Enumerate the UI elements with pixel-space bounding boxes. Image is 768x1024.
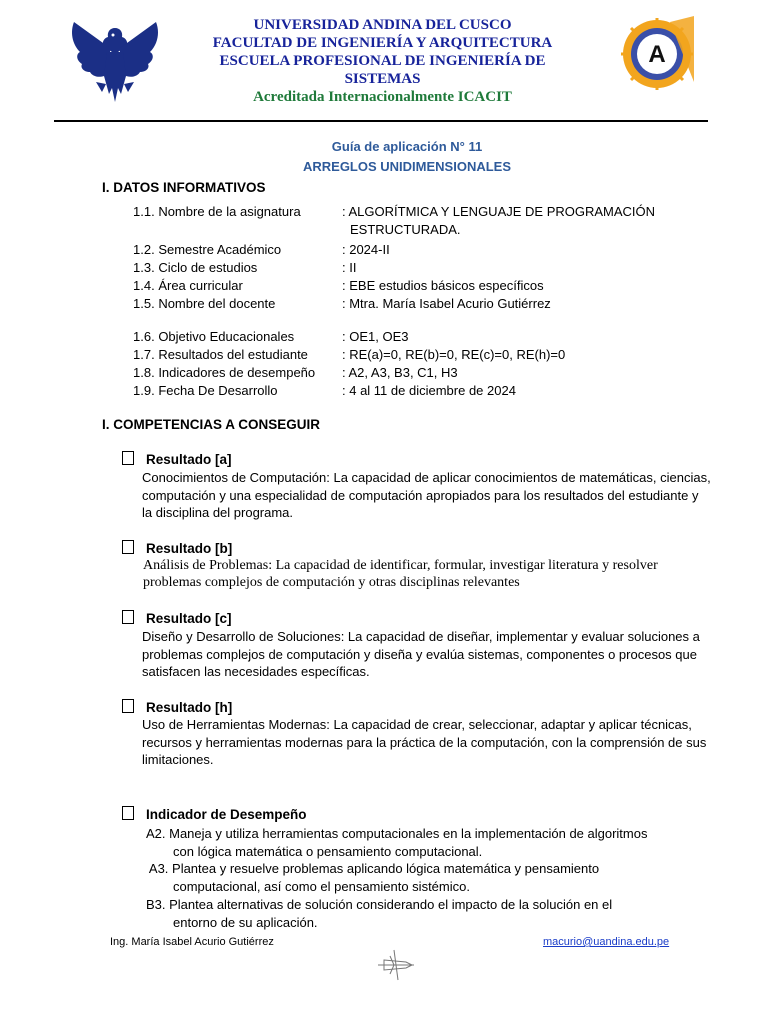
datos-value-8: : A2, A3, B3, C1, H3	[342, 365, 458, 380]
result-h-title: Resultado [h]	[122, 699, 232, 715]
indicador-title: Indicador de Desempeño	[122, 806, 307, 822]
datos-value-7: : RE(a)=0, RE(b)=0, RE(c)=0, RE(h)=0	[342, 347, 566, 362]
datos-value-4: : EBE estudios básicos específicos	[342, 278, 544, 293]
university-eagle-logo	[66, 18, 164, 104]
result-a-text: Conocimientos de Computación: La capacidad de aplicar conocimientos de matemáticas, ciencias, computación y una especialidad de computación apropiados para los resultados del estudiante y la disciplina del programa.	[142, 470, 711, 520]
datos-label-4: 1.4. Área curricular	[133, 278, 243, 293]
footer-author: Ing. María Isabel Acurio Gutiérrez	[110, 936, 274, 948]
datos-label-3: 1.3. Ciclo de estudios	[133, 260, 258, 275]
header-divider	[54, 120, 708, 122]
bullet-box-icon	[122, 451, 134, 465]
datos-label-6: 1.6. Objetivo Educacionales	[133, 329, 295, 344]
competencias-heading: I. COMPETENCIAS A CONSEGUIR	[102, 417, 321, 432]
datos-label-1: 1.1. Nombre de la asignatura	[133, 204, 301, 219]
result-b-text: Análisis de Problemas: La capacidad de identificar, formular, investigar literatura y resolver problemas complejos de computación y otras disciplinas relevantes	[143, 558, 658, 590]
datos-value-1-cont: ESTRUCTURADA.	[350, 222, 461, 237]
bullet-box-icon	[122, 540, 134, 554]
logo-letter: A	[648, 41, 666, 68]
datos-value-9: : 4 al 11 de diciembre de 2024	[342, 383, 516, 398]
bullet-box-icon	[122, 610, 134, 624]
result-h-text: Uso de Herramientas Modernas: La capacidad de crear, seleccionar, adaptar y aplicar técnicas, recursos y herramientas modernas para la práctica de la computación, con la comprensión de sus limitaciones.	[142, 717, 707, 767]
indicador-item-1: A2. Maneja y utiliza herramientas computacionales en la implementación de algoritmos con lógica matemática o pensamiento computacional.	[146, 826, 648, 859]
footer-emblem-icon	[376, 948, 416, 982]
result-c-title: Resultado [c]	[122, 610, 232, 626]
accreditation-line: Acreditada Internacionalmente ICACIT	[253, 89, 512, 105]
guide-subtitle: ARREGLOS UNIDIMENSIONALES	[302, 159, 511, 174]
datos-label-8: 1.8. Indicadores de desempeño	[133, 365, 316, 380]
datos-label-5: 1.5. Nombre del docente	[133, 296, 276, 311]
indicador-item-2: A3. Plantea y resuelve problemas aplicando lógica matemática y pensamiento computacional, así como el pensamiento sistémico.	[146, 861, 600, 894]
datos-value-6: : OE1, OE3	[342, 329, 409, 344]
datos-label-2: 1.2. Semestre Académico	[133, 242, 282, 257]
engineering-school-logo	[618, 16, 696, 92]
result-b-title: Resultado [b]	[122, 540, 232, 556]
indicador-item-3: B3. Plantea alternativas de solución considerando el impacto de la solución en el entorno de su aplicación.	[146, 897, 613, 930]
bullet-box-icon	[122, 806, 134, 820]
datos-heading: I. DATOS INFORMATIVOS	[102, 180, 266, 195]
datos-value-5: : Mtra. María Isabel Acurio Gutiérrez	[342, 296, 551, 311]
guide-title: Guía de aplicación N° 11	[331, 139, 483, 154]
datos-value-3: : II	[342, 260, 357, 275]
header-block	[190, 16, 575, 106]
faculty-name: FACULTAD DE INGENIERÍA Y ARQUITECTURA	[212, 35, 553, 51]
footer-email-link[interactable]: macurio@uandina.edu.pe	[543, 936, 670, 948]
university-name: UNIVERSIDAD ANDINA DEL CUSCO	[253, 17, 512, 33]
datos-value-2: : 2024-II	[342, 242, 390, 257]
result-c-text: Diseño y Desarrollo de Soluciones: La capacidad de diseñar, implementar y evaluar soluciones a problemas complejos de computación y diseña y evalúa sistemas, componentes o procesos que satisfacen las necesidades específicas.	[142, 629, 700, 679]
school-name: ESCUELA PROFESIONAL DE INGENIERÍA DE SISTEMAS	[219, 53, 546, 87]
datos-label-9: 1.9. Fecha De Desarrollo	[133, 383, 278, 398]
result-a-title: Resultado [a]	[122, 451, 232, 467]
datos-value-1: : ALGORÍTMICA Y LENGUAJE DE PROGRAMACIÓN	[342, 204, 656, 219]
datos-label-7: 1.7. Resultados del estudiante	[133, 347, 308, 362]
bullet-box-icon	[122, 699, 134, 713]
